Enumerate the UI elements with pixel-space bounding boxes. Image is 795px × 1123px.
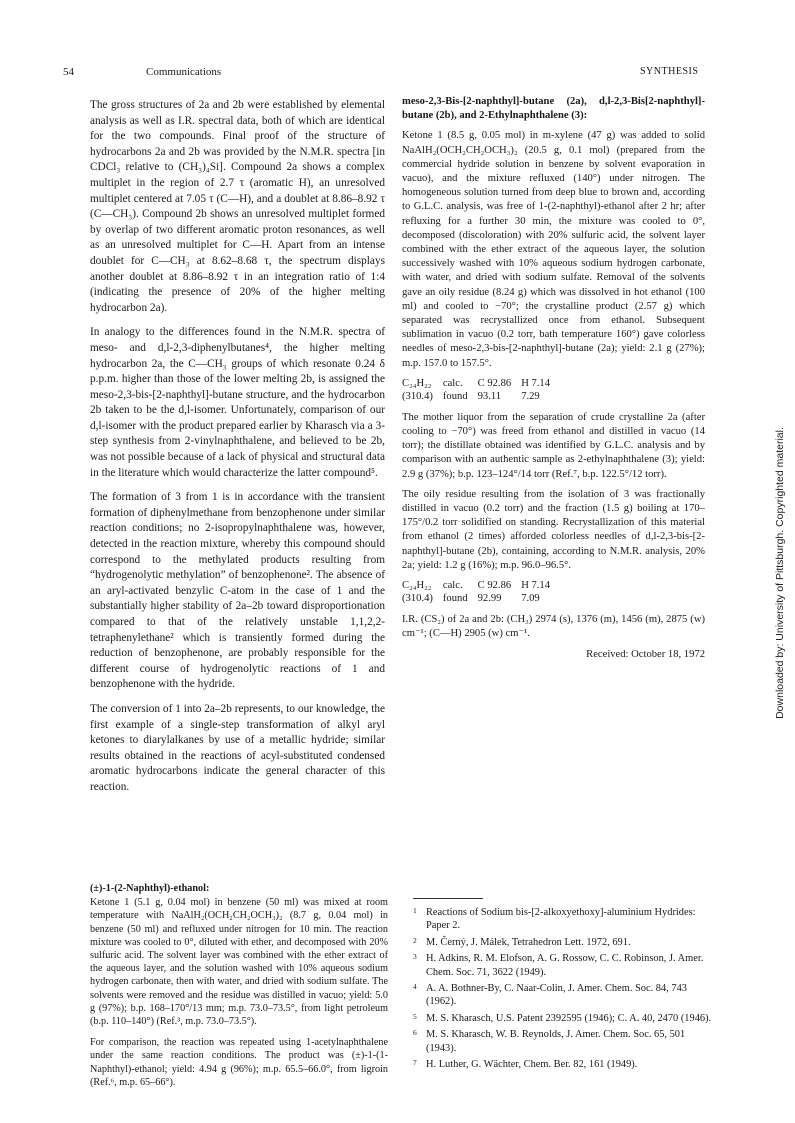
- section-title: Communications: [146, 66, 222, 78]
- references-list: [413, 906, 713, 1074]
- left-column: [90, 98, 385, 805]
- ir-paragraph: I.R. (CS₂) of 2a and 2b: (CH₃) 2974 (s), 1376 (m), 1456 (m), 2875 (w) cm⁻¹; (C—H) 2905 (w) cm⁻¹.: [402, 614, 705, 640]
- experimental-paragraph: Ketone 1 (5.1 g, 0.04 mol) in benzene (50 ml) was mixed at room temperature with NaAlH₂(OCH₂CH₂OCH₃)₂ (8.7 g, 0.04 mol) in benzene (50 ml) and refluxed under nitrogen for 10 min. The reaction mixture was cooled to 0°, diluted with ether, and decomposed with 20% sulfuric acid. The solvent layer was combined with the ether extract of the aqueous layer, and the solution washed with 10% aqueous sodium hydrogen carbonate, then with water, and dried with sodium sulfate. The solvents were removed and the residue was distilled in vacuo; yield: 5.0 g (97%); b.p. 168–170°/13 mm; m.p. 73.0–73.5°, from light petroleum (b.p. 110–140°) (Ref.³, m.p. 73.0–73.5°).: [90, 897, 388, 1028]
- journal-name: SYNTHESIS: [640, 66, 699, 77]
- table-row: C₂₄H₂₂ calc. C 92.86 H 7.14: [402, 377, 551, 389]
- reference-item: 6 M. S. Kharasch, W. B. Reynolds, J. Amer. Chem. Soc. 65, 501 (1943).: [413, 1028, 686, 1054]
- experimental-heading-right: meso-2,3-Bis-[2-naphthyl]-butane (2a), d,l-2,3-Bis[2-naphthyl]-butane (2b), and 2-Ethylnaphthalene (3):: [402, 96, 705, 122]
- table-row: C₂₄H₂₂ calc. C 92.86 H 7.14: [402, 580, 551, 592]
- elemental-analysis-table: [402, 579, 560, 605]
- page-number: 54: [63, 66, 74, 78]
- procedure-paragraph: Ketone 1 (8.5 g, 0.05 mol) in m-xylene (47 g) was added to solid NaAlH₂(OCH₂CH₂OCH₃)₂ (20.5 g, 0.1 mol) (prepared from the commercial hydride solution in benzene by solvent evaporation in vacuo), and the mixture refluxed (140°) under nitrogen. The homogeneous solution turned from deep blue to brown and, according to G.L.C. analysis, was free of 1-(2-naphthyl)-ethanol after 2 hr; after refluxing for a further 30 min, the mixture was cooled to 0°, decomposed (discoloration) with 20% sulfuric acid, the solvent layer combined with the ether extract of the aqueous layer, the solution successively washed with 10% aqueous sodium hydrogen carbonate, with water, and dried with sodium sulfate. Removal of the solvents gave an oily residue (8.24 g) which was dissolved in hot ethanol (100 ml) and cooled to −70°; the crystalline product (2.57 g) which separated was recrystallized once from ethanol. Subsequent sublimation in vacuo (0.2 torr, bath temperature 160°) gave colorless needles of meso-2,3-bis-[2-naphthyl]-butane (2a); yield: 2.1 g (27%); m.p. 157.0 to 157.5°.: [402, 130, 705, 369]
- oily-residue-paragraph: The oily residue resulting from the isolation of 3 was fractionally distilled in vacuo (0.2 torr) and the fraction (1.5 g) boiling at 170–175°/0.2 torr solidified on standing. Recrystallization of this material from ethanol (2 times) afforded colorless needles of d,l-2,3-bis-[2-naphthyl]-butane (2b), containing, according to N.M.R. analysis, 20% 2a; yield: 1.2 g (16%); m.p. 96.0–96.5°.: [402, 488, 705, 571]
- experimental-heading: (±)-1-(2-Naphthyl)-ethanol:: [90, 883, 210, 894]
- reference-item: 1 Reactions of Sodium bis-[2-alkoxyethoxy]-aluminium Hydrides: Paper 2.: [413, 906, 696, 932]
- paragraph-structures: The gross structures of 2a and 2b were established by elemental analysis as well as I.R. spectral data, both of which are identical for the two compounds. Final proof of the structure of hydrocarbons 2a and 2b was provided by the N.M.R. spectra [in CDCl₃ relative to (CH₃)₄Si]. Compound 2a shows a complex multiplet in the region of 2.7 τ (aromatic H), an unresolved multiplet centered at 7.05 τ (C—H), and a doublet at 8.86–8.92 τ (C—CH₃). Compound 2b shows an unresolved multiplet formed by overlap of two different aromatic proton resonances, as well as an unresolved multiplet for C—H. Apart from an intense doublet for C—CH₃ at 8.62–8.68 τ, the spectrum displays another doublet at 8.86–8.92 τ in an integration ratio of 1:4 (indicating the presence of 20% of the higher melting hydrocarbon 2a).: [90, 99, 385, 314]
- reference-item: 2 M. Černý, J. Málek, Tetrahedron Lett. 1972, 691.: [413, 935, 631, 948]
- footnote-rule: [413, 898, 483, 899]
- table-row: (310.4) found 93.11 7.29: [402, 390, 540, 402]
- received-date: Received: October 18, 1972: [586, 648, 705, 660]
- elemental-analysis-table: [402, 377, 560, 403]
- reference-item: 3 H. Adkins, R. M. Elofson, A. G. Rossow, C. C. Robinson, J. Amer. Chem. Soc. 71, 3622 (1949).: [413, 952, 704, 978]
- reference-item: 4 A. A. Bothner-By, C. Naar-Colin, J. Amer. Chem. Soc. 84, 743 (1962).: [413, 982, 687, 1008]
- mother-liquor-paragraph: The mother liquor from the separation of crude crystalline 2a (after cooling to −70°) was freed from ethanol and distilled in vacuo (14 torr); the distillate obtained was identified by G.L.C. analysis and by comparison with an authentic sample as 2-ethylnaphthalene (3); yield: 2.9 g (37%); b.p. 123–124°/14 torr (Ref.⁷, b.p. 122.5°/12 torr).: [402, 411, 705, 480]
- paragraph-nmr-analogy: In analogy to the differences found in the N.M.R. spectra of meso- and d,l-2,3-diphenylbutanes⁴, the higher melting hydrocarbon 2a, the C—CH₃ groups of which resonate 0.24 δ p.p.m. higher than those of the lower melting 2b, is assigned the meso-2,3-bis-[2-naphthyl]-butane structure, and the hydrocarbon 2b taken to be the d,l-isomer. Unfortunately, comparison of our d,l-isomer with the product prepared earlier by Kharasch via a 3-step synthesis from 2-vinylnaphthalene, and believed to be 2b, was not possible because of a lack of physical and structural data in the literature which would characterize the latter compound⁵.: [90, 326, 385, 479]
- reference-item: 5 M. S. Kharasch, U.S. Patent 2392595 (1946); C. A. 40, 2470 (1946).: [413, 1011, 712, 1024]
- experimental-section-left: [90, 882, 388, 1097]
- table-row: (310.4) found 92.99 7.09: [402, 593, 540, 605]
- paragraph-conversion: The conversion of 1 into 2a–2b represents, to our knowledge, the first example of a single-step transformation of alkyl aryl ketones to diarylalkanes by use of a metallic hydride; similar results obtained in the reactions of acyl-substituted condensed aromatic hydrocarbons indicate the general character of this reaction.: [90, 702, 385, 793]
- paragraph-formation: The formation of 3 from 1 is in accordance with the transient formation of diphenylmethane from benzophenone under similar reaction conditions; no 2-isopropylnaphthalene was, however, detected in the reaction mixture, whereby this compound should correspond to the methylated products resulting from “hydrogenolytic methylation” of benzophenone². The absence of an aryl-activated benzylic C-atom in the case of 1 and the substantially higher stability of 2a–2b toward disproportionation compared to that of the relatively unstable 1,1,2,2-tetraphenylethane² which is transiently formed during the reduction of benzophenone, are probably responsible for the different course of hydrogenolytic reactions of 1 and benzophenone with the hydride.: [90, 491, 385, 691]
- right-column: [402, 95, 705, 668]
- download-notice: Downloaded by: University of Pittsburgh. Copyrighted material.: [774, 427, 786, 719]
- comparison-paragraph: For comparison, the reaction was repeated using 1-acetylnaphthalene under the same reaction conditions. The product was (±)-1-(1-Naphthyl)-ethanol; yield: 4.94 g (96%); m.p. 65.5–66.0°, from ligroin (Ref.⁶, m.p. 65–66°).: [90, 1037, 388, 1088]
- reference-item: 7 H. Luther, G. Wächter, Chem. Ber. 82, 161 (1949).: [413, 1058, 638, 1071]
